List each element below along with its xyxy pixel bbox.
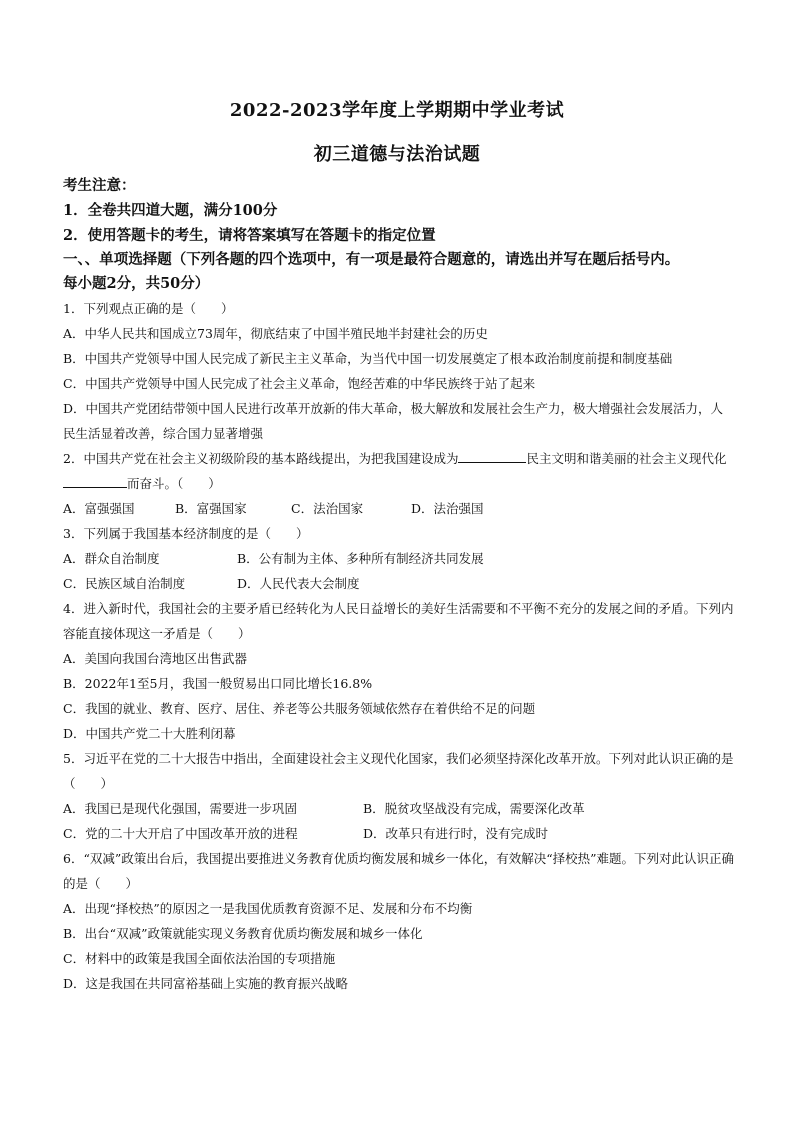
question-3-option-a: A．群众自治制度 xyxy=(63,551,160,566)
question-3-option-b: B．公有制为主体、多种所有制经济共同发展 xyxy=(237,551,484,566)
question-2-options xyxy=(63,496,735,521)
question-1-option-d: D．中国共产党团结带领中国人民进行改革开放新的伟大革命，极大解放和发展社会生产力，极大增强社会发展活力，人民生活显着改善，综合国力显著增强 xyxy=(63,401,724,441)
answer-blank-2 xyxy=(63,473,127,488)
question-2-stem xyxy=(63,446,735,496)
exam-subtitle: 初三道德与法治试题 xyxy=(313,144,481,165)
question-2-option-d: D．法治强国 xyxy=(411,501,484,516)
question-4-stem: 4．进入新时代，我国社会的主要矛盾已经转化为人民日益增长的美好生活需要和不平衡不充分的发展之间的矛盾。下列内容能直接体现这一矛盾是（ ） xyxy=(63,601,734,641)
question-3-options-row-1 xyxy=(63,546,735,571)
question-1-option-a: A．中华人民共和国成立73周年，彻底结束了中国半殖民地半封建社会的历史 xyxy=(63,326,488,341)
question-3-option-d: D．人民代表大会制度 xyxy=(237,576,360,591)
question-2-option-a: A．富强强国 xyxy=(63,501,135,516)
question-5-option-b: B．脱贫攻坚战没有完成，需要深化改革 xyxy=(363,801,585,816)
question-5-option-c: C．党的二十大开启了中国改革开放的进程 xyxy=(63,826,298,841)
question-5-option-d: D．改革只有进行时，没有完成时 xyxy=(363,826,549,841)
question-6-option-a: A．出现“择校热”的原因之一是我国优质教育资源不足、发展和分布不均衡 xyxy=(63,901,473,916)
question-2-stem-part-4: 而奋斗。（ ） xyxy=(127,476,221,491)
question-5-options-row-1 xyxy=(63,796,735,821)
question-2-stem-part-3: 义现代化 xyxy=(676,451,727,466)
question-list xyxy=(63,296,735,996)
question-4-option-a: A．美国向我国台湾地区出售武器 xyxy=(63,651,248,666)
answer-blank-1 xyxy=(458,448,526,463)
section-heading-line-2: 每小题2分，共50分） xyxy=(63,275,210,292)
question-6-option-b: B．出台“双减”政策就能实现义务教育优质均衡发展和城乡一体化 xyxy=(63,926,423,941)
notice-item-2: 2．使用答题卡的考生，请将答案填写在答题卡的指定位置 xyxy=(63,227,436,244)
question-1-stem: 1．下列观点正确的是（ ） xyxy=(63,301,234,316)
question-1-option-b: B．中国共产党领导中国人民完成了新民主主义革命，为当代中国一切发展奠定了根本政治制度前提和制度基础 xyxy=(63,351,673,366)
notice-heading: 考生注意： xyxy=(63,177,136,194)
question-2-stem-part-2: 民主文明和谐美丽的社会主 xyxy=(526,451,677,466)
question-2-option-c: C．法治国家 xyxy=(291,501,364,516)
exam-title: 2022-2023学年度上学期期中学业考试 xyxy=(229,100,565,121)
question-6-option-d: D．这是我国在共同富裕基础上实施的教育振兴战略 xyxy=(63,976,349,991)
question-3-stem: 3．下列属于我国基本经济制度的是（ ） xyxy=(63,526,309,541)
question-5-options-row-2 xyxy=(63,821,735,846)
question-2-stem-part-1: 2．中国共产党在社会主义初级阶段的基本路线提出，为把我国建设成为 xyxy=(63,451,459,466)
question-6-option-c: C．材料中的政策是我国全面依法治国的专项措施 xyxy=(63,951,336,966)
notice-item-1: 1．全卷共四道大题，满分100分 xyxy=(63,202,278,219)
question-5-stem: 5．习近平在党的二十大报告中指出，全面建设社会主义现代化国家，我们必须坚持深化改革开放。下列对此认识正确的是（ ） xyxy=(63,751,734,791)
question-6-stem: 6．“双减”政策出台后，我国提出要推进义务教育优质均衡发展和城乡一体化，有效解决“择校热”难题。下列对此认识正确的是（ ） xyxy=(63,851,735,891)
question-5-option-a: A．我国已是现代化强国，需要进一步巩固 xyxy=(63,801,298,816)
question-2-option-b: B．富强国家 xyxy=(175,501,247,516)
section-heading-line-1: 一、、单项选择题（下列各题的四个选项中，有一项是最符合题意的，请选出并写在题后括号内。 xyxy=(63,251,680,268)
question-1-option-c: C．中国共产党领导中国人民完成了社会主义革命，饱经苦难的中华民族终于站了起来 xyxy=(63,376,536,391)
question-4-option-d: D．中国共产党二十大胜利闭幕 xyxy=(63,726,236,741)
question-3-options-row-2 xyxy=(63,571,735,596)
question-3-option-c: C．民族区域自治制度 xyxy=(63,576,186,591)
question-4-option-c: C．我国的就业、教育、医疗、居住、养老等公共服务领域依然存在着供给不足的问题 xyxy=(63,701,536,716)
question-4-option-b: B．2022年1至5月，我国一般贸易出口同比增长16.8% xyxy=(63,676,373,691)
